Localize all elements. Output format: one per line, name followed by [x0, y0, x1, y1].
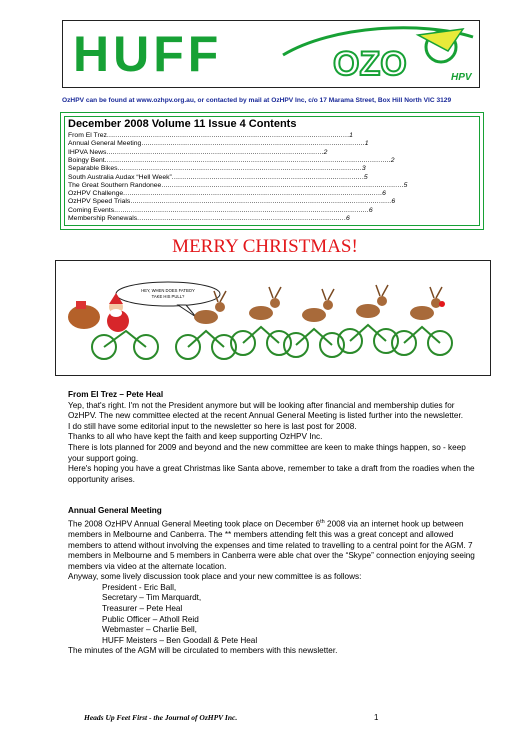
toc-leader-dots: ..................................................................................................................... [117, 165, 362, 173]
toc-item-page: 3 [361, 165, 366, 173]
toc-leader-dots: ............................................................................................ [171, 173, 364, 181]
toc-item-page: 1 [364, 140, 369, 148]
agm-intro-b: 2008 via an internet hook up between members in Melbourne and Canberra. The ** members attending felt this was a great concept and allowed members to attend without involving the expenses and time related to travelling to a central point for the AGM. 7 members in Melbourne and 5 members in Canberra were able chat over the “Skype” connection enjoying seeing members via video at the alternate location. [68, 519, 475, 571]
toc-item-page: 5 [403, 181, 408, 189]
article-heading: Annual General Meeting [68, 506, 162, 515]
toc-item-label: Annual General Meeting [68, 140, 142, 148]
article-paragraph: There is lots planned for 2009 and beyond and the new committee are keen to make things happen, so - keep your support going. [68, 442, 466, 463]
article-paragraph [68, 517, 478, 573]
toc-item-label: Coming Events [68, 206, 115, 214]
article-paragraph: Thanks to all who have kept the faith and keep supporting OzHPV Inc. [68, 432, 323, 442]
toc-leader-dots: ............................................................................................................................. [130, 198, 392, 206]
toc-item-page: 5 [363, 173, 368, 181]
cartoon-illustration [56, 261, 491, 376]
gift-icon [76, 301, 86, 309]
toc-leader-dots: ........................................................................................................... [141, 140, 365, 148]
toc-leader-dots: ......................................................................................................................................... [104, 156, 391, 164]
toc-item-label: OzHPV Speed Trials [68, 198, 131, 206]
toc-item[interactable] [68, 198, 395, 206]
toc-item[interactable] [68, 149, 327, 157]
article-paragraph: Yep, that's right. I'm not the President anymore but will be looking after financial and membership duties for OzHPV. The new committee elected at the recent Annual General Meeting is listed further into the newsletter. [68, 400, 464, 421]
toc-leader-dots: .................................................................................................................... [106, 132, 350, 139]
merry-christmas-heading: MERRY CHRISTMAS! [172, 236, 358, 257]
toc-item[interactable] [68, 165, 366, 173]
toc-leader-dots: .................................................................................................................... [161, 181, 404, 189]
toc-item[interactable] [68, 207, 373, 215]
committee-item: Public Officer – Atholl Reid [102, 614, 199, 624]
toc-item-page: 6 [368, 206, 373, 214]
toc-item[interactable] [68, 174, 368, 182]
toc-item[interactable] [68, 190, 386, 198]
toc-item[interactable] [68, 140, 369, 148]
contents-box [60, 112, 484, 230]
logo-sub: HPV [451, 72, 472, 83]
agm-intro-sup: th [320, 518, 325, 525]
speech-line-2: TAKE HIS PULL? [151, 294, 185, 299]
christmas-cartoon [55, 260, 491, 376]
committee-item: President - Eric Ball, [102, 582, 177, 592]
masthead [62, 20, 480, 88]
toc-leader-dots: ........................................................................................................ [106, 148, 324, 156]
masthead-title: HUFF [73, 26, 223, 82]
toc-item-label: Membership Renewals [68, 215, 138, 222]
toc-leader-dots: .......................................................................................................................... [114, 206, 369, 214]
toc-item-page: 6 [391, 198, 396, 206]
toc-item[interactable] [68, 215, 350, 223]
toc-item[interactable] [68, 182, 407, 190]
article-el-trez [68, 390, 478, 485]
toc-item-label: OzHPV Challenge [68, 190, 124, 198]
toc-item-page: 1 [349, 132, 353, 139]
toc-item-page: 6 [345, 215, 350, 222]
logo-text: OZO [333, 45, 407, 83]
article-agm [68, 506, 478, 657]
committee-item: Treasurer – Pete Heal [102, 604, 183, 614]
toc-leader-dots: ............................................................................................................................ [123, 190, 383, 198]
agm-intro-a: The 2008 OzHPV Annual General Meeting took place on December 6 [68, 519, 321, 529]
contents-title: December 2008 Volume 11 Issue 4 Contents [68, 118, 297, 130]
toc-item[interactable] [68, 132, 353, 140]
committee-item: Secretary – Tim Marquardt, [102, 593, 202, 603]
article-paragraph: Here's hoping you have a great Christmas like Santa above, remember to take a draft from the roadies when the opportunity arises. [68, 464, 475, 484]
toc-item-label: South Australia Audax “Hell Week” [68, 173, 172, 181]
toc-item-page: 6 [382, 190, 386, 198]
ozhpv-logo [273, 25, 478, 85]
toc-item-label: Separable Bikes [68, 165, 118, 173]
article-heading: From El Trez – Pete Heal [68, 390, 164, 399]
toc-item-label: The Great Southern Randonee [68, 181, 162, 189]
toc-item-label: Boingy Bent [68, 156, 105, 164]
speech-line-1: HEY, WHEN DOES FATBOY [141, 288, 195, 293]
toc-item-label: From El Trez [68, 132, 107, 139]
toc-item-page: 2 [323, 148, 328, 156]
committee-item: HUFF Meisters – Ben Goodall & Pete Heal [102, 635, 258, 645]
toc-item-label: IHPVA News [68, 148, 107, 156]
toc-leader-dots: .................................................................................................... [137, 215, 346, 222]
toc-item-page: 2 [390, 156, 395, 164]
article-paragraph: I do still have some editorial input to the newsletter so here is last post for 2008. [68, 421, 357, 431]
footer-page-number: 1 [374, 713, 379, 722]
toc-item[interactable] [68, 157, 395, 165]
red-nose-icon [439, 301, 445, 307]
article-paragraph: The minutes of the AGM will be circulated to members with this newsletter. [68, 646, 338, 656]
article-paragraph: Anyway, some lively discussion took place and your new committee is as follows: [68, 572, 362, 582]
contents-inner [64, 116, 480, 226]
committee-item: Webmaster – Charlie Bell, [102, 625, 197, 635]
footer-journal: Heads Up Feet First - the Journal of OzHPV Inc. [84, 713, 238, 722]
contact-line: OzHPV can be found at www.ozhpv.org.au, or contacted by mail at OzHPV Inc, c/o 17 Marama Street, Box Hill North VIC 3129 [62, 97, 452, 104]
